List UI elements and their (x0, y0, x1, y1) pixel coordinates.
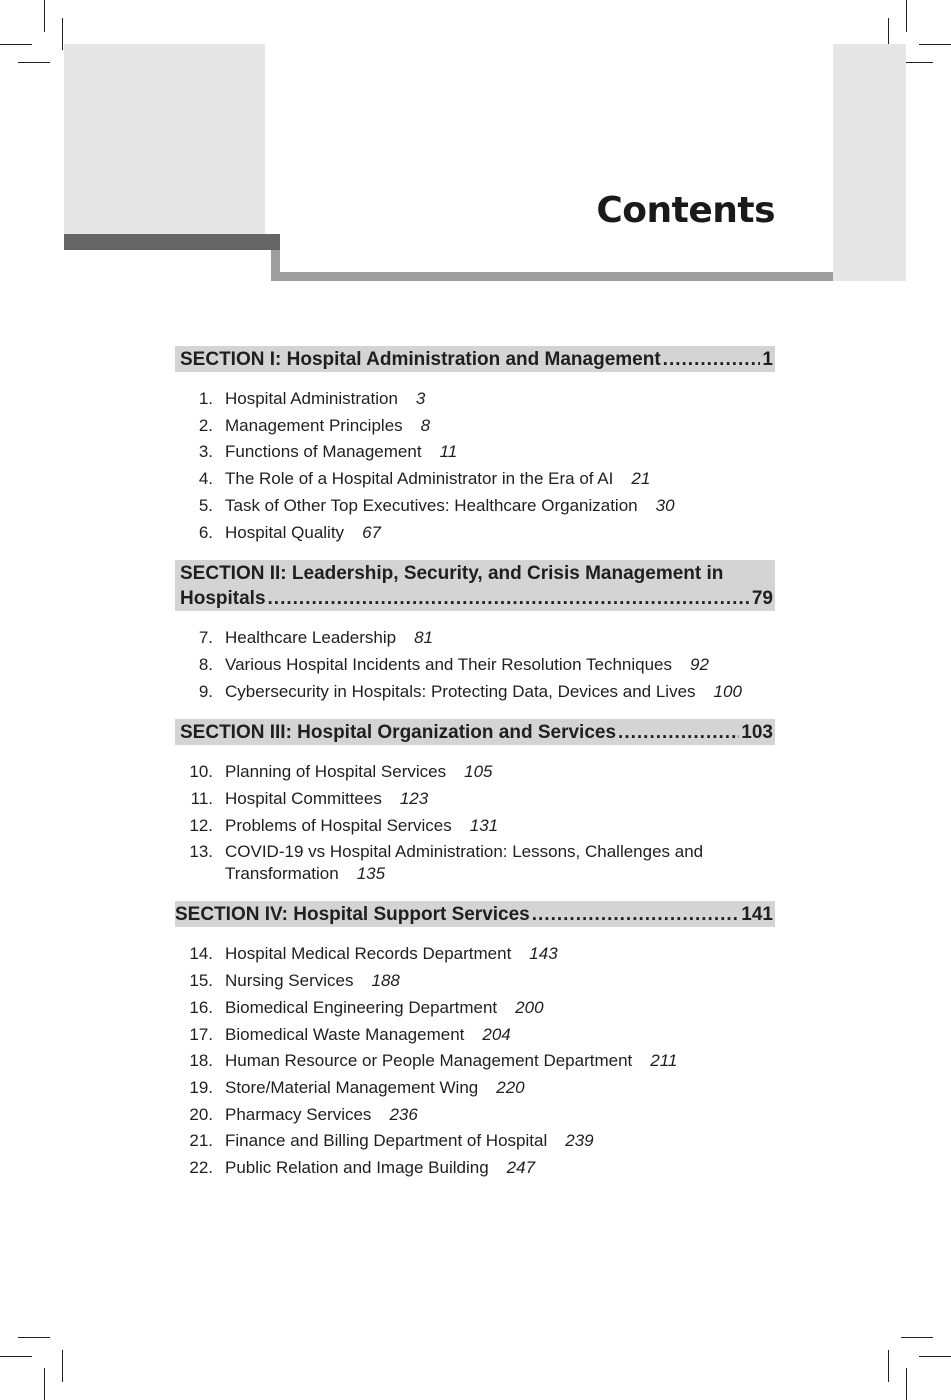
section-heading[interactable] (175, 560, 775, 611)
crop-mark (906, 1368, 907, 1400)
crop-mark (44, 1368, 45, 1400)
chapter-page: 123 (399, 789, 429, 809)
chapter-page: 100 (713, 681, 742, 701)
chapter-page: 3 (415, 389, 426, 408)
crop-mark (62, 1350, 63, 1382)
crop-mark (901, 1337, 933, 1338)
chapter-number: 8. (198, 654, 213, 674)
chapter-title: Biomedical Engineering Department (225, 997, 498, 1017)
list-item[interactable] (175, 759, 775, 786)
chapter-number: 22. (189, 1158, 213, 1178)
chapter-number: 10. (189, 762, 213, 782)
section-page: 79 (751, 588, 773, 610)
section-heading[interactable] (175, 719, 775, 745)
section-title: SECTION II: Leadership, Security, and Crisis Management in (180, 563, 724, 585)
chapter-title: Pharmacy Services (225, 1104, 372, 1124)
list-item[interactable] (175, 1155, 775, 1182)
dot-leader (268, 586, 750, 611)
crop-mark (62, 18, 63, 50)
page-title: Contents (596, 190, 775, 231)
chapter-number: 6. (198, 522, 213, 542)
chapter-number: 11. (190, 789, 213, 809)
chapter-title: Public Relation and Image Building (225, 1158, 489, 1178)
chapter-title: Cybersecurity in Hospitals: Protecting Data, Devices and Lives (225, 681, 696, 701)
chapter-page: 67 (362, 522, 381, 542)
chapter-title: Problems of Hospital Services (225, 815, 452, 835)
chapter-number: 5. (198, 495, 213, 515)
list-item[interactable] (175, 413, 775, 440)
chapter-list (175, 745, 775, 901)
chapter-number: 2. (198, 415, 213, 435)
header-rule (271, 272, 833, 281)
dot-leader (618, 720, 739, 745)
chapter-page: 204 (482, 1024, 511, 1044)
chapter-page: 220 (496, 1077, 525, 1097)
header-decoration-right (833, 44, 906, 281)
crop-mark (44, 0, 45, 32)
chapter-title: Management Principles (225, 415, 403, 435)
chapter-page: 135 (356, 864, 386, 884)
chapter-page: 188 (371, 971, 400, 991)
list-item[interactable] (175, 968, 775, 995)
chapter-title: The Role of a Hospital Administrator in the Era of AI (225, 469, 614, 489)
header-decoration-bar (64, 234, 280, 250)
chapter-number: 1. (198, 389, 213, 408)
crop-mark (888, 1350, 889, 1382)
chapter-page: 92 (690, 654, 709, 674)
list-item[interactable] (175, 941, 775, 968)
chapter-number: 13. (189, 842, 213, 862)
chapter-page: 8 (420, 415, 431, 435)
chapter-title: Hospital Administration (225, 389, 398, 408)
crop-mark (0, 44, 32, 45)
list-item[interactable] (175, 786, 775, 813)
crop-mark (18, 62, 50, 63)
chapter-number: 20. (189, 1104, 213, 1124)
section-page: 1 (762, 349, 773, 370)
chapter-title: Various Hospital Incidents and Their Resolution Techniques (225, 654, 672, 674)
crop-mark (919, 44, 951, 45)
chapter-number: 3. (198, 442, 213, 462)
section-title-continued: Hospitals (180, 588, 266, 610)
list-item[interactable] (175, 439, 775, 466)
chapter-number: 21. (189, 1131, 213, 1151)
chapter-number: 7. (198, 628, 213, 648)
section-heading[interactable] (175, 901, 775, 927)
section-title: SECTION III: Hospital Organization and Services (180, 722, 617, 744)
chapter-list (175, 927, 775, 1195)
chapter-title: Task of Other Top Executives: Healthcare Organization (225, 495, 638, 515)
list-item[interactable] (175, 1022, 775, 1049)
chapter-page: 30 (655, 495, 675, 515)
crop-mark (906, 0, 907, 32)
section-heading[interactable] (175, 346, 775, 372)
list-item[interactable] (175, 1048, 775, 1075)
chapter-list (175, 372, 775, 560)
section-title: SECTION I: Hospital Administration and Management (180, 349, 661, 370)
chapter-page: 11 (439, 442, 458, 462)
list-item[interactable] (175, 1128, 775, 1155)
section-page: 141 (741, 904, 773, 926)
list-item[interactable] (175, 493, 775, 520)
list-item[interactable] (175, 625, 775, 652)
chapter-page: 81 (414, 628, 433, 648)
list-item[interactable] (175, 813, 775, 840)
chapter-page: 105 (464, 762, 493, 782)
chapter-title: Nursing Services (225, 971, 354, 991)
list-item[interactable] (175, 1075, 775, 1102)
chapter-number: 17. (189, 1024, 213, 1044)
chapter-number: 18. (189, 1051, 213, 1071)
chapter-title: Human Resource or People Management Department (225, 1051, 633, 1071)
chapter-title-continued: Transformation (225, 864, 339, 884)
chapter-title: COVID-19 vs Hospital Administration: Lessons, Challenges and (225, 842, 704, 862)
chapter-number: 12. (189, 815, 213, 835)
section-page: 103 (741, 722, 773, 744)
chapter-page: 21 (631, 469, 651, 489)
chapter-title: Healthcare Leadership (225, 628, 397, 648)
chapter-page: 247 (506, 1158, 536, 1178)
chapter-page: 236 (389, 1104, 418, 1124)
chapter-page: 131 (469, 815, 499, 835)
chapter-page: 211 (650, 1051, 678, 1071)
chapter-title: Hospital Quality (225, 522, 345, 542)
chapter-number: 16. (189, 997, 213, 1017)
chapter-title: Hospital Medical Records Department (225, 944, 512, 964)
chapter-title: Planning of Hospital Services (225, 762, 447, 782)
chapter-list (175, 611, 775, 719)
list-item[interactable] (175, 679, 775, 706)
chapter-title: Store/Material Management Wing (225, 1077, 479, 1097)
crop-mark (18, 1337, 50, 1338)
chapter-title: Functions of Management (225, 442, 422, 462)
list-item[interactable] (175, 520, 775, 547)
dot-leader (532, 902, 740, 927)
dot-leader (663, 347, 761, 372)
chapter-page: 143 (529, 944, 558, 964)
chapter-title: Biomedical Waste Management (225, 1024, 465, 1044)
crop-mark (0, 1356, 32, 1357)
chapter-page: 239 (565, 1131, 594, 1151)
header-decoration-left (64, 44, 265, 236)
list-item[interactable] (175, 995, 775, 1022)
chapter-number: 15. (189, 971, 213, 991)
chapter-number: 14. (189, 944, 213, 964)
list-item[interactable] (175, 1102, 775, 1129)
crop-mark (919, 1356, 951, 1357)
chapter-number: 9. (198, 681, 213, 701)
list-item[interactable] (175, 652, 775, 679)
chapter-title: Hospital Committees (225, 789, 382, 809)
list-item[interactable] (175, 386, 775, 413)
chapter-title: Finance and Billing Department of Hospital (225, 1131, 548, 1151)
chapter-number: 19. (189, 1077, 213, 1097)
list-item[interactable] (175, 466, 775, 493)
list-item[interactable] (175, 839, 775, 887)
chapter-page: 200 (515, 997, 544, 1017)
chapter-number: 4. (198, 469, 213, 489)
section-title: SECTION IV: Hospital Support Services (175, 904, 530, 926)
table-of-contents (175, 346, 775, 1196)
